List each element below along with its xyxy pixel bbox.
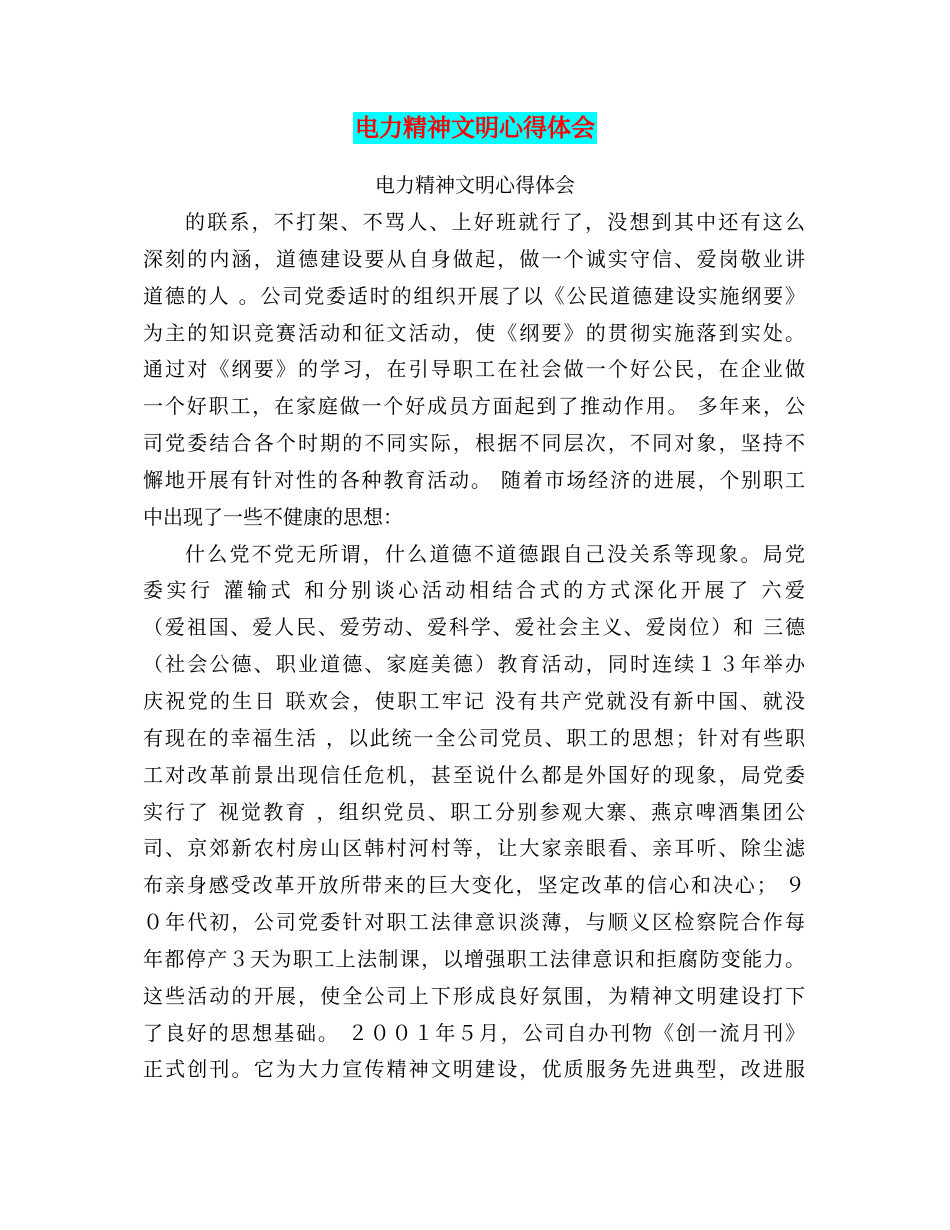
text-line: （社会公德、职业道德、家庭美德）教育活动，同时连续１３年举办 [143, 652, 805, 677]
text-line: 什么党不党无所谓，什么道德不道德跟自己没关系等现象。局党 [185, 541, 805, 566]
text-line: 通过对《纲要》的学习，在引导职工在社会做一个好公民，在企业做 [143, 357, 805, 382]
text-line: 深刻的内涵，道德建设要从自身做起，做一个诚实守信、爱岗敬业讲 [143, 246, 805, 271]
text-line: 司、京郊新农村房山区韩村河村等，让大家亲眼看、亲耳听、除尘滤 [143, 836, 805, 861]
title-container [0, 112, 950, 144]
text-line: ０年代初，公司党委针对职工法律意识淡薄，与顺义区检察院合作每 [143, 910, 805, 935]
text-line: 这些活动的开展，使全公司上下形成良好氛围，为精神文明建设打下 [143, 983, 805, 1008]
text-line: 为主的知识竞赛活动和征文活动，使《纲要》的贯彻实施落到实处。 [143, 320, 805, 345]
body-text [143, 204, 805, 1088]
text-line: 年都停产３天为职工上法制课，以增强职工法律意识和拒腐防变能力。 [143, 946, 805, 971]
document-subtitle: 电力精神文明心得体会 [375, 173, 575, 197]
text-line: 中出现了一些不健康的思想： [143, 504, 403, 529]
text-line: 委实行 灌输式 和分别谈心活动相结合式的方式深化开展了 六爱 [143, 578, 805, 603]
text-line: （爱祖国、爱人民、爱劳动、爱科学、爱社会主义、爱岗位）和 三德 [143, 615, 805, 640]
text-line: 了良好的思想基础。 ２００１年５月，公司自办刊物《创一流月刊》 [143, 1020, 805, 1045]
document-title: 电力精神文明心得体会 [355, 114, 595, 142]
text-line: 一个好职工，在家庭做一个好成员方面起到了推动作用。 多年来，公 [143, 394, 805, 419]
text-line: 工对改革前景出现信任危机，甚至说什么都是外国好的现象，局党委 [143, 762, 805, 787]
text-line: 实行了 视觉教育 ，组织党员、职工分别参观大寨、燕京啤酒集团公 [143, 799, 805, 824]
text-line: 布亲身感受改革开放所带来的巨大变化，坚定改革的信心和决心； ９ [143, 873, 805, 898]
text-line: 的联系，不打架、不骂人、上好班就行了，没想到其中还有这么 [185, 210, 805, 234]
text-line: 正式创刊。它为大力宣传精神文明建设，优质服务先进典型，改进服 [143, 1057, 805, 1082]
text-line: 道德的人 。公司党委适时的组织开展了以《公民道德建设实施纲要》 [143, 283, 805, 308]
text-line: 司党委结合各个时期的不同实际，根据不同层次，不同对象，坚持不 [143, 431, 805, 456]
text-line: 懈地开展有针对性的各种教育活动。 随着市场经济的进展，个别职工 [143, 467, 805, 492]
text-line: 庆祝党的生日 联欢会，使职工牢记 没有共产党就没有新中国、就没 [143, 688, 805, 713]
text-line: 有现在的幸福生活 ，以此统一全公司党员、职工的思想；针对有些职 [143, 725, 805, 750]
